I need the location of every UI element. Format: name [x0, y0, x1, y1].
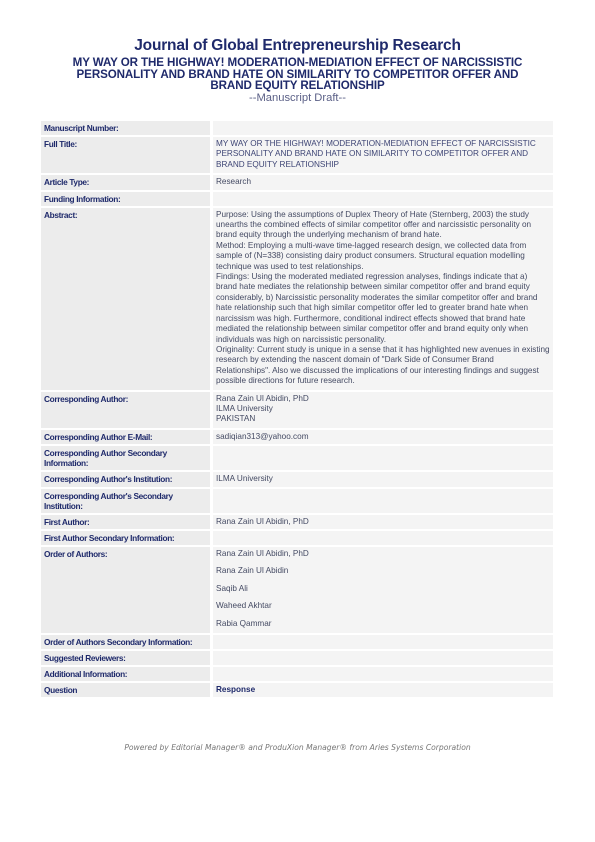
value-first-author-secondary	[210, 531, 553, 545]
row-corresponding-institution	[41, 472, 553, 486]
label-corresponding-secondary: Corresponding Author Secondary Information:	[41, 446, 210, 470]
label-corresponding-author: Corresponding Author:	[41, 392, 210, 428]
label-order-of-authors: Order of Authors:	[41, 547, 210, 633]
row-corresponding-secondary	[41, 446, 553, 470]
row-article-type	[41, 175, 553, 189]
row-corresponding-author	[41, 392, 553, 428]
author-2: Rana Zain Ul Abidin	[216, 566, 289, 576]
value-order-secondary	[210, 635, 553, 649]
document-header	[0, 37, 595, 104]
value-corresponding-author	[210, 392, 553, 428]
row-order-of-authors	[41, 547, 553, 633]
value-corresponding-secondary-institution	[210, 489, 553, 513]
row-corresponding-email	[41, 430, 553, 444]
abstract-findings: Findings: Using the moderated mediated regression analyses, findings indicate that a) brand hate mediates the relationship between similar competitor offer and brand equity considerably, b) Narcissistic personality moderates the similar competitor offer and brand hate relationship such that high similar competitor offer led to greater brand hate when narcissism was high. Furthermore, conditional indirect effects showed that brand hate mediated the relationship between similar competitor offer and brand equity only when individuals was high on narcissistic personality.	[216, 272, 538, 344]
row-full-title	[41, 137, 553, 173]
label-article-type: Article Type:	[41, 175, 210, 189]
value-abstract	[210, 208, 553, 390]
value-first-author: Rana Zain Ul Abidin, PhD	[210, 515, 553, 529]
submission-info-table	[41, 119, 553, 699]
row-funding	[41, 192, 553, 206]
row-abstract	[41, 208, 553, 390]
label-first-author-secondary: First Author Secondary Information:	[41, 531, 210, 545]
row-first-author-secondary	[41, 531, 553, 545]
label-question: Question	[41, 683, 210, 697]
corresponding-author-name: Rana Zain Ul Abidin, PhD	[216, 393, 309, 403]
row-suggested-reviewers	[41, 651, 553, 665]
label-additional-info: Additional Information:	[41, 667, 210, 681]
corresponding-author-institution: ILMA University	[216, 403, 273, 413]
corresponding-author-country: PAKISTAN	[216, 414, 256, 424]
abstract-originality: Originality: Current study is unique in a sense that it has highlighted new avenues in existing research by extending the nascent domain of "Dark Side of Consumer Brand Relationships". Also we discussed the implications of our interesting findings and suggest possible directions for future research.	[216, 344, 550, 386]
label-abstract: Abstract:	[41, 208, 210, 390]
row-additional-info	[41, 667, 553, 681]
author-1: Rana Zain Ul Abidin, PhD	[216, 548, 309, 558]
abstract-purpose: Purpose: Using the assumptions of Duplex Theory of Hate (Sternberg, 2003) the study unearths the combined effects of similar competitor offer and narcissistic personality on brand equity through the underlying mechanism of brand hate.	[216, 209, 532, 240]
value-additional-info	[210, 667, 553, 681]
value-corresponding-secondary	[210, 446, 553, 470]
label-corresponding-email: Corresponding Author E-Mail:	[41, 430, 210, 444]
row-question	[41, 683, 553, 697]
author-4: Waheed Akhtar	[216, 601, 272, 611]
abstract-method: Method: Employing a multi-wave time-lagged research design, we collected data from sample of (N=338) consisting dairy product consumers. Structural equation modelling technique was used to test relationships.	[216, 240, 527, 271]
journal-name: Journal of Global Entrepreneurship Research	[134, 37, 461, 54]
value-corresponding-institution: ILMA University	[210, 472, 553, 486]
label-suggested-reviewers: Suggested Reviewers:	[41, 651, 210, 665]
label-order-secondary: Order of Authors Secondary Information:	[41, 635, 210, 649]
value-corresponding-email: sadiqian313@yahoo.com	[210, 430, 553, 444]
draft-label: --Manuscript Draft--	[249, 91, 346, 104]
value-response: Response	[210, 683, 553, 697]
row-manuscript-number	[41, 121, 553, 135]
label-manuscript-number: Manuscript Number:	[41, 121, 210, 135]
row-first-author	[41, 515, 553, 529]
value-order-of-authors	[210, 547, 553, 633]
label-first-author: First Author:	[41, 515, 210, 529]
author-3: Saqib Ali	[216, 583, 248, 593]
value-manuscript-number	[210, 121, 553, 135]
value-suggested-reviewers	[210, 651, 553, 665]
author-5: Rabia Qammar	[216, 618, 272, 628]
row-order-secondary	[41, 635, 553, 649]
footer-credit: Powered by Editorial Manager® and ProduXion Manager® from Aries Systems Corporation	[124, 743, 471, 752]
row-corresponding-secondary-institution	[41, 489, 553, 513]
label-full-title: Full Title:	[41, 137, 210, 173]
label-corresponding-institution: Corresponding Author's Institution:	[41, 472, 210, 486]
label-corresponding-secondary-institution: Corresponding Author's Secondary Institution:	[41, 489, 210, 513]
value-funding	[210, 192, 553, 206]
label-funding: Funding Information:	[41, 192, 210, 206]
value-article-type: Research	[210, 175, 553, 189]
manuscript-title: MY WAY OR THE HIGHWAY! MODERATION-MEDIATION EFFECT OF NARCISSISTIC PERSONALITY AND BRAND HATE ON SIMILARITY TO COMPETITOR OFFER AND BRAND EQUITY RELATIONSHIP	[72, 56, 523, 92]
value-full-title: MY WAY OR THE HIGHWAY! MODERATION-MEDIATION EFFECT OF NARCISSISTIC PERSONALITY AND BRAND HATE ON SIMILARITY TO COMPETITOR OFFER AND BRAND EQUITY RELATIONSHIP	[210, 137, 553, 173]
